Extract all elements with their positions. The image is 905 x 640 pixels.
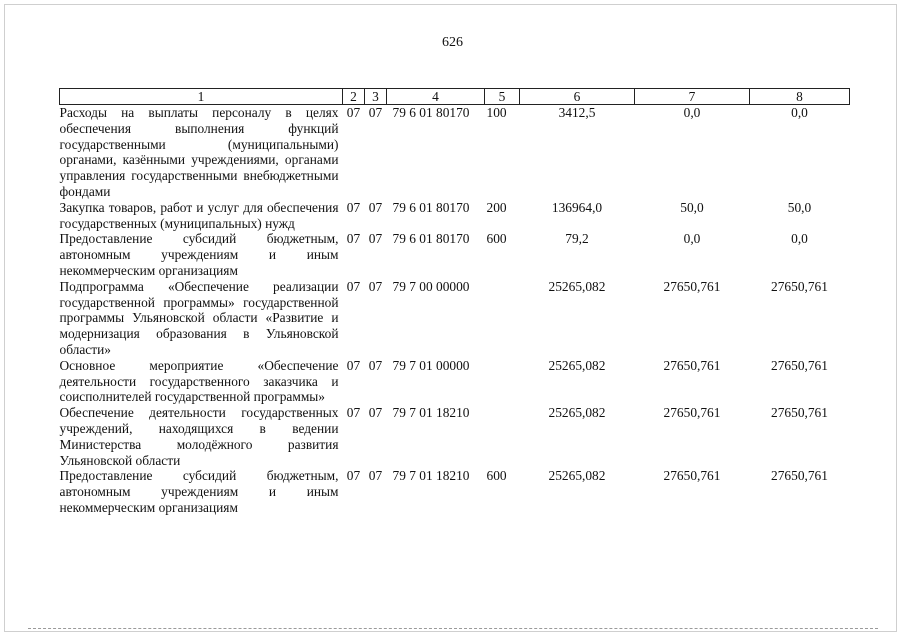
column-header-2: 2 [343, 89, 365, 105]
subsection-code: 07 [368, 278, 383, 294]
target-article-code: 79 6 01 80170 [392, 105, 470, 120]
amount-col-8: 27650,761 [771, 357, 828, 373]
amount-col-7: 0,0 [683, 231, 701, 247]
subsection-code: 07 [368, 199, 383, 215]
target-article-code: 79 6 01 80170 [392, 231, 470, 247]
amount-col-7: 27650,761 [663, 405, 721, 421]
table-row [60, 279, 850, 358]
table-row [60, 231, 850, 278]
amount-col-8: 0,0 [791, 231, 808, 247]
expense-type-code: 200 [486, 199, 507, 215]
page-number: 626 [442, 35, 463, 50]
section-code: 07 [346, 199, 361, 215]
expense-type-code [485, 405, 520, 468]
amount-col-8: 0,0 [791, 105, 808, 120]
row-name: Предоставление субсидий бюджетным, автономным учреждениям и иным некоммерческим организациям [59, 468, 339, 515]
column-header-8: 8 [750, 89, 850, 105]
table-row [60, 405, 850, 468]
column-header-4: 4 [387, 89, 485, 105]
amount-col-6: 79,2 [565, 231, 589, 247]
section-code: 07 [346, 405, 361, 421]
amount-col-7: 27650,761 [663, 468, 721, 484]
target-article-code: 79 7 00 00000 [392, 278, 470, 294]
expense-type-code: 100 [486, 105, 507, 120]
amount-col-6: 25265,082 [548, 405, 606, 421]
target-article-code: 79 7 01 18210 [392, 468, 470, 484]
row-name: Расходы на выплаты персоналу в целях обеспечения выполнения функций государственными (муниципальными) органами, казёнными учреждениями, органами управления государственными внебюджетными фондами [59, 105, 339, 199]
amount-col-8: 50,0 [787, 199, 812, 215]
subsection-code: 07 [368, 105, 383, 120]
amount-col-7: 0,0 [683, 105, 701, 120]
expense-type-code: 600 [486, 231, 507, 247]
table-row [60, 468, 850, 515]
section-code: 07 [346, 231, 361, 247]
bottom-rule [28, 628, 878, 629]
section-code: 07 [346, 357, 361, 373]
amount-col-8: 27650,761 [771, 405, 828, 421]
table-header-row [60, 89, 850, 105]
column-header-6: 6 [520, 89, 635, 105]
amount-col-6: 25265,082 [548, 468, 606, 484]
column-header-7: 7 [635, 89, 750, 105]
budget-table [59, 88, 850, 516]
expense-type-code: 600 [486, 468, 507, 484]
amount-col-7: 27650,761 [663, 278, 721, 294]
subsection-code: 07 [368, 357, 383, 373]
table-row [60, 358, 850, 405]
expense-type-code [485, 358, 520, 405]
target-article-code: 79 7 01 00000 [392, 357, 470, 373]
row-name: Предоставление субсидий бюджетным, автономным учреждениям и иным некоммерческим организациям [59, 231, 339, 278]
amount-col-8: 27650,761 [771, 278, 828, 294]
amount-col-6: 25265,082 [548, 357, 606, 373]
subsection-code: 07 [368, 231, 383, 247]
column-header-5: 5 [485, 89, 520, 105]
table-row [60, 200, 850, 232]
row-name: Подпрограмма «Обеспечение реализации государственной программы» государственной программы Ульяновской области «Развитие и модернизация образования в Ульяновской области» [59, 278, 339, 357]
subsection-code: 07 [368, 405, 383, 421]
amount-col-7: 50,0 [680, 199, 704, 215]
amount-col-6: 136964,0 [551, 199, 603, 215]
row-name: Обеспечение деятельности государственных учреждений, находящихся в ведении Министерства молодёжного развития Ульяновской области [59, 405, 339, 468]
column-header-3: 3 [365, 89, 387, 105]
section-code: 07 [346, 105, 361, 120]
expense-type-code [485, 279, 520, 358]
column-header-1: 1 [60, 89, 343, 105]
target-article-code: 79 7 01 18210 [392, 405, 470, 421]
amount-col-6: 3412,5 [558, 105, 596, 120]
amount-col-7: 27650,761 [663, 357, 721, 373]
row-name: Основное мероприятие «Обеспечение деятельности государственного заказчика и соисполнителей государственной программы» [59, 357, 339, 405]
amount-col-6: 25265,082 [548, 278, 606, 294]
section-code: 07 [346, 468, 361, 484]
target-article-code: 79 6 01 80170 [392, 199, 470, 215]
subsection-code: 07 [368, 468, 383, 484]
amount-col-8: 27650,761 [771, 468, 828, 484]
section-code: 07 [346, 278, 361, 294]
table-row [60, 105, 850, 200]
row-name: Закупка товаров, работ и услуг для обеспечения государственных (муниципальных) нужд [59, 199, 339, 231]
